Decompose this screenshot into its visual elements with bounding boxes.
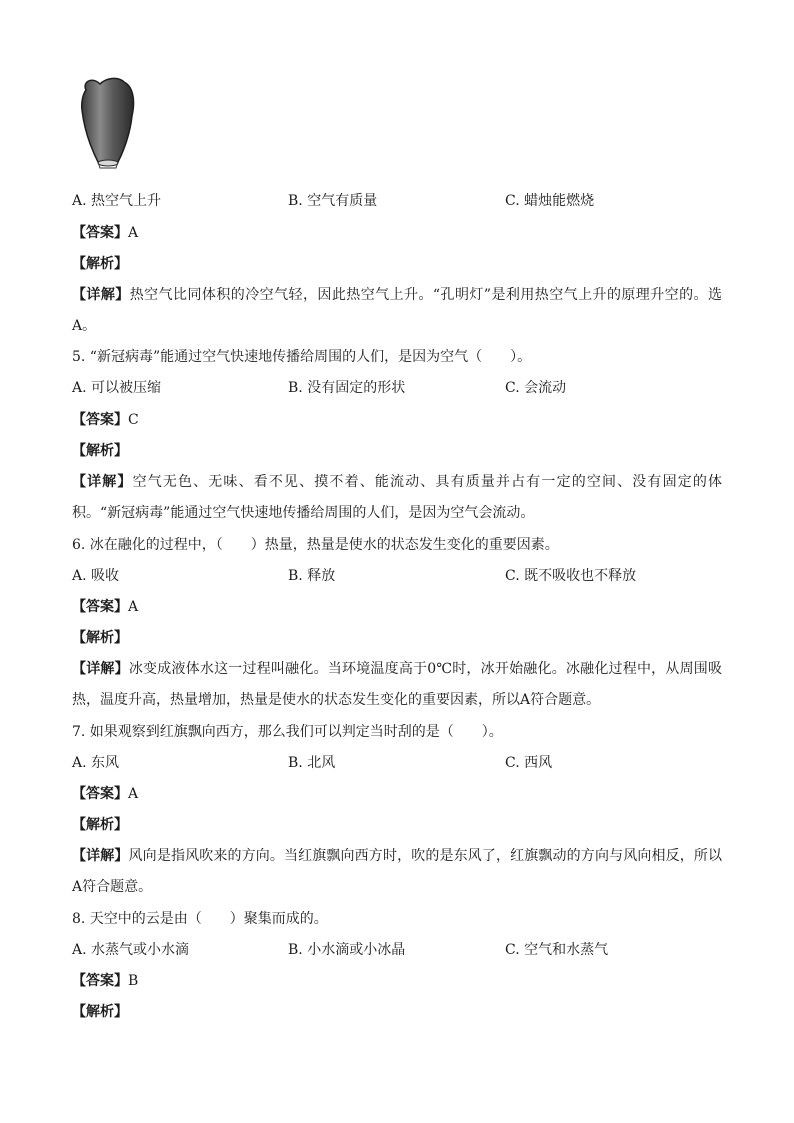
q7-detail [72, 841, 722, 903]
q7-stem: 7. 如果观察到红旗飘向西方，那么我们可以判定当时刮的是（ ）。 [72, 724, 503, 740]
q6-option-c: C. 既不吸收也不释放 [505, 568, 637, 584]
q5-detail [72, 467, 722, 529]
q5-stem: 5. “新冠病毒”能通过空气快速地传播给周围的人们，是因为空气（ ）。 [72, 349, 532, 365]
q7-analysis: 【解析】 [72, 817, 128, 833]
q8-option-b: B. 小水滴或小冰晶 [288, 942, 406, 958]
q6-option-a: A. 吸收 [72, 568, 120, 584]
answer-value: B [128, 973, 139, 989]
answer-value: C [128, 412, 139, 428]
q4-analysis: 【解析】 [72, 256, 128, 272]
detail-text: 空气无色、无味、看不见、摸不着、能流动、具有质量并占有一定的空间、没有固定的体积。“新冠病毒”能通过空气快速地传播给周围的人们，是因为空气会流动。 [72, 474, 723, 521]
detail-tag: 【详解】 [72, 474, 133, 490]
detail-text: 风向是指风吹来的方向。当红旗飘向西方时，吹的是东风了，红旗飘动的方向与风向相反，所以A符合题意。 [72, 848, 723, 895]
q5-option-a: A. 可以被压缩 [72, 380, 162, 396]
q8-answer [72, 971, 138, 991]
detail-tag: 【详解】 [72, 287, 130, 303]
q4-option-c: C. 蜡烛能燃烧 [505, 193, 595, 209]
q4-option-b: B. 空气有质量 [288, 193, 378, 209]
q5-answer [72, 410, 139, 430]
q8-option-c: C. 空气和水蒸气 [505, 942, 609, 958]
q5-option-b: B. 没有固定的形状 [288, 380, 406, 396]
q6-option-b: B. 释放 [288, 568, 336, 584]
detail-text: 热空气比同体积的冷空气轻，因此热空气上升。“孔明灯”是利用热空气上升的原理升空的。选A。 [72, 287, 722, 334]
q4-detail [72, 280, 722, 342]
q6-stem: 6. 冰在融化的过程中，（ ）热量，热量是使水的状态发生变化的重要因素。 [72, 537, 559, 553]
q8-option-a: A. 水蒸气或小水滴 [72, 942, 190, 958]
q6-analysis: 【解析】 [72, 630, 128, 646]
q7-answer [72, 784, 138, 804]
q7-option-c: C. 西风 [505, 755, 553, 771]
sky-lantern-image [78, 76, 138, 174]
answer-value: A [128, 599, 139, 615]
q7-option-b: B. 北风 [288, 755, 336, 771]
answer-tag: 【答案】 [72, 786, 128, 802]
detail-text: 冰变成液体水这一过程叫融化。当环境温度高于0℃时，冰开始融化。冰融化过程中，从周围吸热，温度升高，热量增加，热量是使水的状态发生变化的重要因素，所以A符合题意。 [72, 661, 722, 708]
q8-stem: 8. 天空中的云是由（ ）聚集而成的。 [72, 911, 328, 927]
q8-analysis: 【解析】 [72, 1004, 128, 1020]
answer-value: A [128, 225, 139, 241]
answer-value: A [128, 786, 139, 802]
answer-tag: 【答案】 [72, 225, 128, 241]
answer-tag: 【答案】 [72, 599, 128, 615]
answer-tag: 【答案】 [72, 973, 128, 989]
q6-detail [72, 654, 722, 716]
q5-analysis: 【解析】 [72, 443, 128, 459]
q7-option-a: A. 东风 [72, 755, 120, 771]
answer-tag: 【答案】 [72, 412, 128, 428]
detail-tag: 【详解】 [72, 661, 129, 677]
q5-option-c: C. 会流动 [505, 380, 567, 396]
q4-option-a: A. 热空气上升 [72, 193, 162, 209]
q6-answer [72, 597, 138, 617]
detail-tag: 【详解】 [72, 848, 129, 864]
q4-answer [72, 223, 138, 243]
